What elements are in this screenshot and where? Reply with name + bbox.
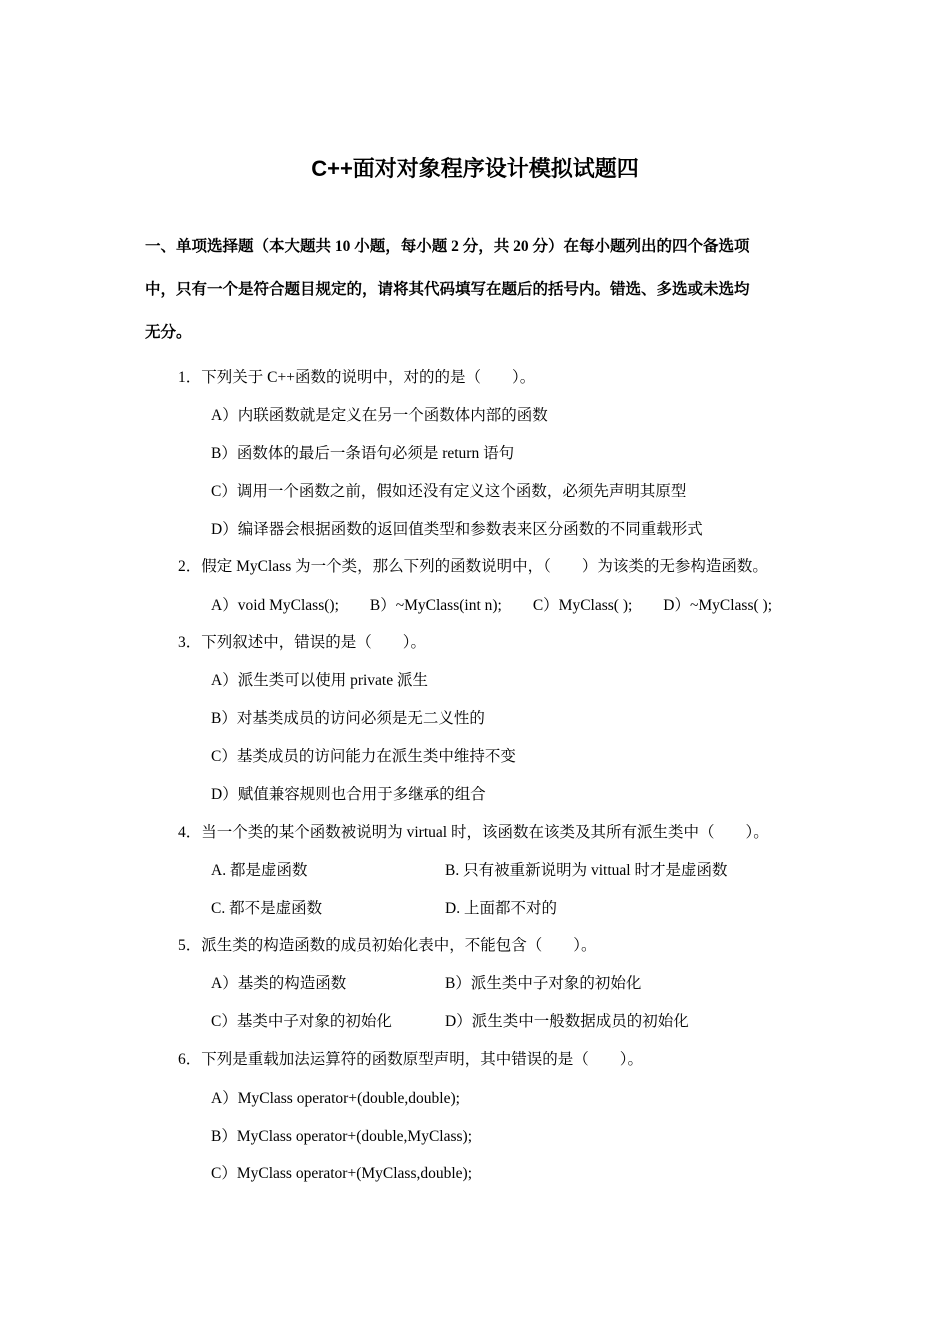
question-5-option-d: D）派生类中一般数据成员的初始化 <box>445 1013 689 1030</box>
question-5-stem: 5．派生类的构造函数的成员初始化表中，不能包含（ ）。 <box>178 937 597 954</box>
question-1-option-a: A）内联函数就是定义在另一个函数体内部的函数 <box>211 407 548 424</box>
question-3-option-d: D）赋值兼容规则也合用于多继承的组合 <box>211 786 486 803</box>
question-3-option-a: A）派生类可以使用 private 派生 <box>211 672 428 689</box>
question-2-stem: 2．假定 MyClass 为一个类，那么下列的函数说明中，（ ）为该类的无参构造函数。 <box>178 558 768 575</box>
question-2-options: A）void MyClass(); B）~MyClass(int n); C）MyClass( ); D）~MyClass( ); <box>211 597 773 614</box>
question-3-stem: 3．下列叙述中，错误的是（ ）。 <box>178 634 427 651</box>
section-intro-line: 无分。 <box>145 324 192 341</box>
question-5-option-a: A）基类的构造函数 <box>211 975 347 992</box>
question-4-option-d: D. 上面都不对的 <box>445 900 557 917</box>
page-title: C++面对对象程序设计模拟试题四 <box>311 156 639 181</box>
question-6-option-b: B）MyClass operator+(double,MyClass); <box>211 1128 473 1145</box>
question-6-option-a: A）MyClass operator+(double,double); <box>211 1090 460 1107</box>
section-intro-line: 中，只有一个是符合题目规定的，请将其代码填写在题后的括号内。错选、多选或未选均 <box>145 281 750 298</box>
section-intro-line: 一、单项选择题（本大题共 10 小题，每小题 2 分，共 20 分）在每小题列出的四个备选项 <box>145 238 750 255</box>
question-1-option-b: B）函数体的最后一条语句必须是 return 语句 <box>211 445 515 462</box>
question-3-option-c: C）基类成员的访问能力在派生类中维持不变 <box>211 748 516 765</box>
question-6-option-c: C）MyClass operator+(MyClass,double); <box>211 1165 473 1182</box>
question-4-option-a: A. 都是虚函数 <box>211 862 308 879</box>
question-4-option-c: C. 都不是虚函数 <box>211 900 323 917</box>
question-4-stem: 4．当一个类的某个函数被说明为 virtual 时，该函数在该类及其所有派生类中（ ）。 <box>178 824 769 841</box>
question-3-option-b: B）对基类成员的访问必须是无二义性的 <box>211 710 485 727</box>
question-5-option-c: C）基类中子对象的初始化 <box>211 1013 392 1030</box>
question-1-option-c: C）调用一个函数之前，假如还没有定义这个函数，必须先声明其原型 <box>211 483 687 500</box>
question-1-stem: 1．下列关于 C++函数的说明中，对的的是（ ）。 <box>178 369 536 386</box>
question-1-option-d: D）编译器会根据函数的返回值类型和参数表来区分函数的不同重载形式 <box>211 521 703 538</box>
question-4-option-b: B. 只有被重新说明为 vittual 时才是虚函数 <box>445 862 728 879</box>
question-6-stem: 6．下列是重载加法运算符的函数原型声明，其中错误的是（ ）。 <box>178 1051 644 1068</box>
question-5-option-b: B）派生类中子对象的初始化 <box>445 975 642 992</box>
